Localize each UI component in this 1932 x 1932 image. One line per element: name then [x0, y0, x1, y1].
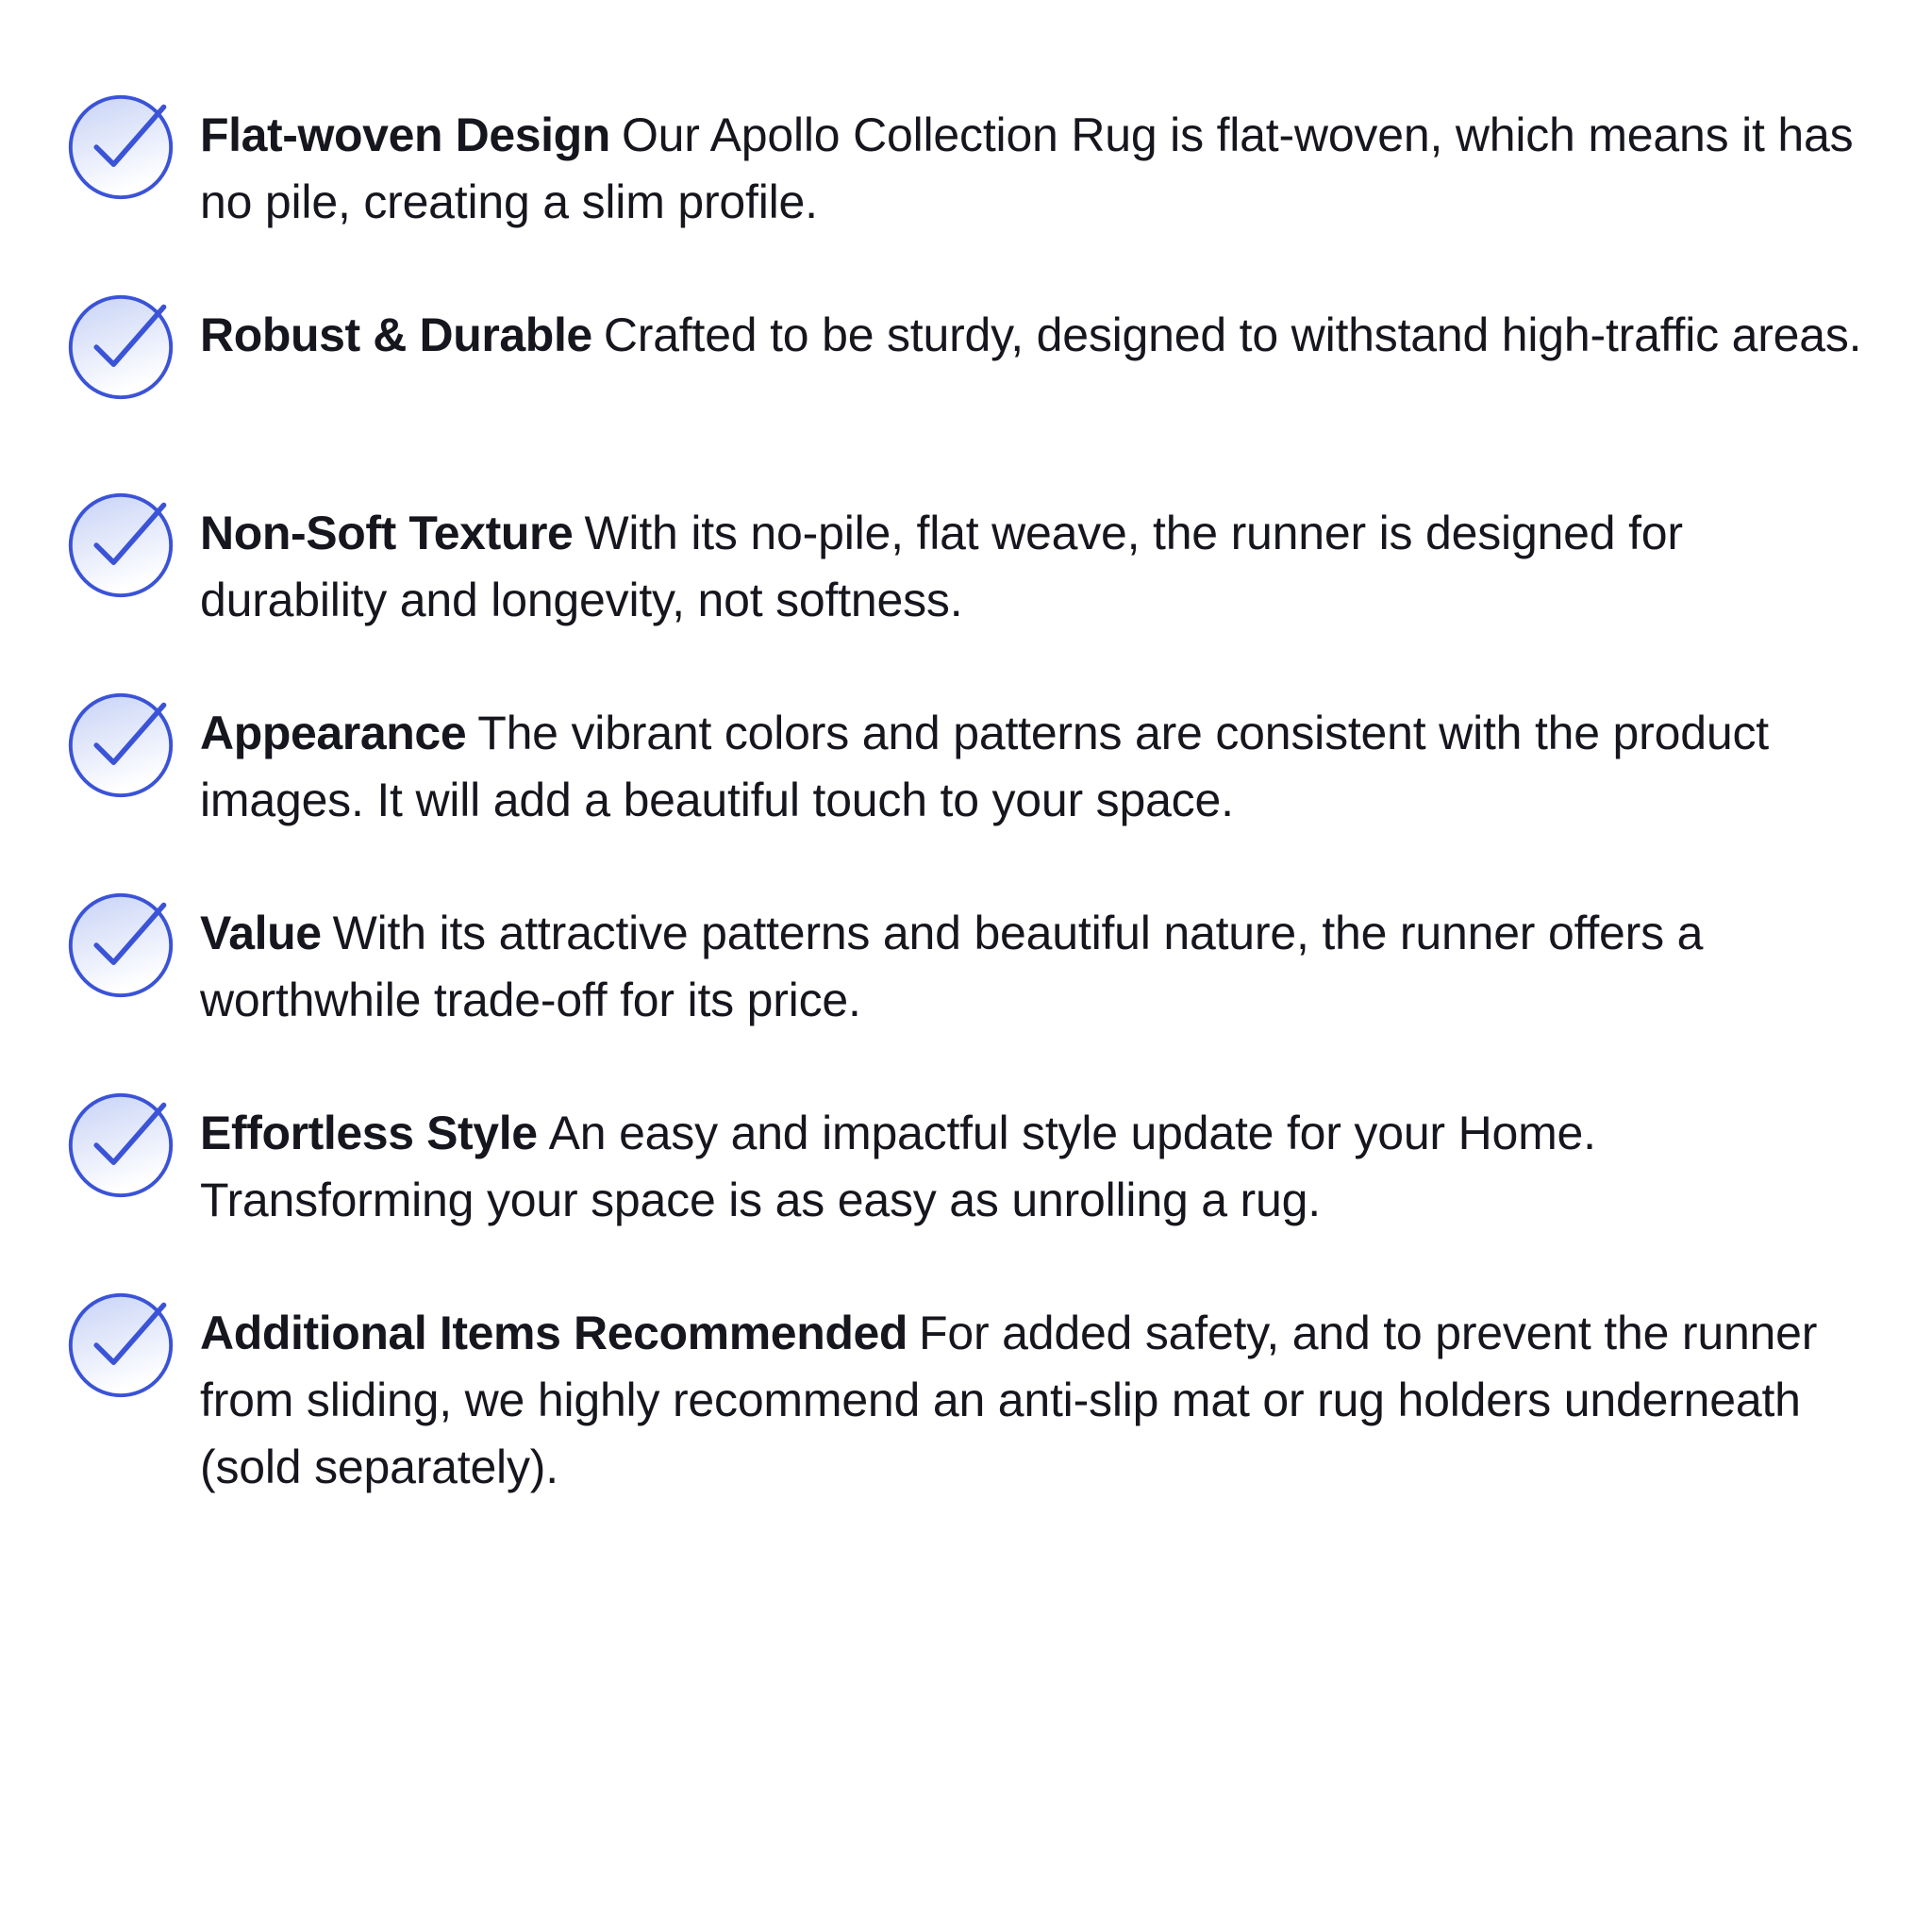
list-item: [49, 489, 1875, 634]
feature-text: [200, 689, 1875, 834]
feature-title: Robust & Durable: [200, 308, 592, 361]
check-circle-icon: [49, 874, 192, 1017]
feature-description: Our Apollo Collection Rug is flat-woven, which means it has no pile, creating a slim profile.: [200, 108, 1854, 228]
feature-description: The vibrant colors and patterns are consistent with the product images. It will add a beautiful touch to your space.: [200, 707, 1769, 826]
feature-text: [200, 91, 1875, 236]
list-item: [49, 1289, 1875, 1501]
check-circle-icon: [49, 1274, 192, 1417]
feature-text: [200, 889, 1875, 1034]
feature-title: Value: [200, 907, 322, 959]
feature-title: Effortless Style: [200, 1107, 538, 1159]
feature-title: Flat-woven Design: [200, 108, 610, 161]
feature-text: [200, 1289, 1875, 1501]
check-circle-icon: [49, 75, 192, 219]
list-item: [49, 291, 1875, 434]
feature-text: [200, 489, 1875, 634]
check-circle-icon: [49, 275, 192, 419]
feature-title: Additional Items Recommended: [200, 1307, 908, 1359]
feature-text: [200, 1089, 1875, 1234]
feature-title: Appearance: [200, 707, 467, 759]
feature-text: [200, 291, 1875, 369]
feature-description: With its no-pile, flat weave, the runner is designed for durability and longevity, not softness.: [200, 507, 1683, 626]
feature-title: Non-Soft Texture: [200, 507, 574, 559]
feature-description: With its attractive patterns and beautiful nature, the runner offers a worthwhile trade-off for its price.: [200, 907, 1704, 1026]
check-circle-icon: [49, 474, 192, 617]
list-item: [49, 1089, 1875, 1234]
check-circle-icon: [49, 674, 192, 817]
list-item: [49, 91, 1875, 236]
feature-description: For added safety, and to prevent the runner from sliding, we highly recommend an anti-slip mat or rug holders underneath (sold separately).: [200, 1307, 1818, 1493]
check-circle-icon: [49, 1074, 192, 1217]
feature-description: Crafted to be sturdy, designed to withstand high-traffic areas.: [603, 308, 1862, 361]
list-item: [49, 889, 1875, 1034]
list-item: [49, 689, 1875, 834]
feature-description: An easy and impactful style update for your Home. Transforming your space is as easy as unrolling a rug.: [200, 1107, 1596, 1226]
